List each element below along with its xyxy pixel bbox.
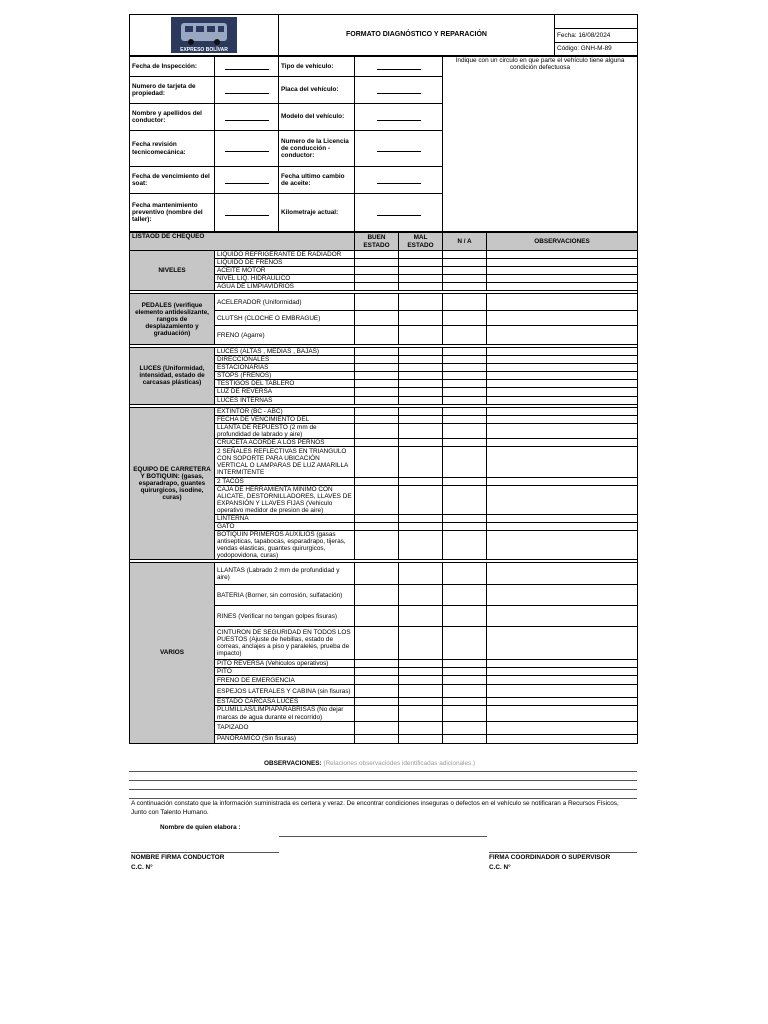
- checklist-item-label: NIVEL LIQ. HIDRAULICO: [215, 275, 355, 283]
- checklist-item-label: GATO: [215, 523, 355, 531]
- observaciones-line-2[interactable]: [129, 780, 637, 781]
- mal-estado-cell[interactable]: [399, 267, 443, 275]
- nombre-elabora-line[interactable]: [279, 836, 487, 837]
- mal-estado-cell[interactable]: [399, 706, 443, 721]
- mal-estado-cell[interactable]: [399, 563, 443, 585]
- na-cell[interactable]: [443, 372, 487, 380]
- observaciones-cell[interactable]: [487, 706, 638, 721]
- mantenimiento-label: Fecha mantenimiento preventivo (nombre del taller):: [130, 194, 215, 232]
- firma-coordinador-label: FIRMA COORDINADOR O SUPERVISOR: [489, 854, 611, 861]
- buen-estado-cell[interactable]: [355, 311, 399, 326]
- buen-estado-cell[interactable]: [355, 372, 399, 380]
- col-buen-estado: BUEN ESTADO: [355, 233, 399, 251]
- conductor-input[interactable]: [215, 104, 279, 131]
- mal-estado-cell[interactable]: [399, 348, 443, 356]
- checklist-item-label: PITO: [215, 668, 355, 676]
- licencia-input[interactable]: [355, 131, 443, 167]
- observaciones-cell[interactable]: [487, 348, 638, 356]
- checklist-item-label: LLANTAS (Labrado 2 mm de profundidad y aire): [215, 563, 355, 585]
- mal-estado-cell[interactable]: [399, 485, 443, 514]
- buen-estado-cell[interactable]: [355, 267, 399, 275]
- checklist-item-label: AGUA DE LIMPIAVIDRIOS: [215, 283, 355, 291]
- nombre-elabora-label: Nombre de quien elabora :: [160, 824, 241, 831]
- na-cell[interactable]: [443, 275, 487, 283]
- na-cell[interactable]: [443, 407, 487, 415]
- mal-estado-cell[interactable]: [399, 415, 443, 423]
- observaciones-cell[interactable]: [487, 415, 638, 423]
- col-mal-estado: MAL ESTADO: [399, 233, 443, 251]
- buen-estado-cell[interactable]: [355, 515, 399, 523]
- buen-estado-cell[interactable]: [355, 275, 399, 283]
- na-cell[interactable]: [443, 259, 487, 267]
- section-label-pedales: PEDALES (verifique elemento antideslizante, rangos de desplazamiento y graduación): [130, 294, 215, 345]
- mal-estado-cell[interactable]: [399, 734, 443, 743]
- svg-text:EXPRESO BOLÍVAR: EXPRESO BOLÍVAR: [180, 47, 228, 53]
- checklist-item-label: FECHA DE VENCIMIENTO DEL: [215, 415, 355, 423]
- na-cell[interactable]: [443, 515, 487, 523]
- observaciones-cell[interactable]: [487, 326, 638, 345]
- buen-estado-cell[interactable]: [355, 356, 399, 364]
- na-cell[interactable]: [443, 388, 487, 396]
- firma-conductor-label: NOMBRE FIRMA CONDUCTOR: [131, 854, 225, 861]
- mal-estado-cell[interactable]: [399, 311, 443, 326]
- col-observaciones: OBSERVACIONES: [487, 233, 638, 251]
- revision-input[interactable]: [215, 131, 279, 167]
- kilometraje-label: Kilometraje actual:: [279, 194, 355, 232]
- checklist-item-label: ACEITE MOTOR: [215, 267, 355, 275]
- mal-estado-cell[interactable]: [399, 438, 443, 446]
- observaciones-cell[interactable]: [487, 388, 638, 396]
- code-label: Código: GNH-M-89: [555, 42, 638, 55]
- checklist-item-label: RINES (Verificar no tengan golpes fisuras): [215, 606, 355, 627]
- cc-conductor-label: C.C. N°: [131, 864, 153, 871]
- observaciones-cell[interactable]: [487, 485, 638, 514]
- buen-estado-cell[interactable]: [355, 364, 399, 372]
- section-label-luces: LUCES (Uniformidad, intensidad, estado de carcasas plásticas): [130, 348, 215, 404]
- na-cell[interactable]: [443, 585, 487, 606]
- na-cell[interactable]: [443, 446, 487, 477]
- buen-estado-cell[interactable]: [355, 294, 399, 311]
- mal-estado-cell[interactable]: [399, 627, 443, 660]
- form-page: [129, 14, 637, 744]
- buen-estado-cell[interactable]: [355, 380, 399, 388]
- observaciones-cell[interactable]: [487, 531, 638, 560]
- mal-estado-cell[interactable]: [399, 477, 443, 485]
- observaciones-hint: (Relaciones observaciodes identificadas adicionales.): [323, 760, 476, 767]
- revision-label: Fecha revisión tecnicomecánica:: [130, 131, 215, 167]
- na-cell[interactable]: [443, 356, 487, 364]
- na-cell[interactable]: [443, 698, 487, 706]
- mantenimiento-input[interactable]: [215, 194, 279, 232]
- observaciones-line-3[interactable]: [129, 789, 637, 790]
- observaciones-line-4[interactable]: [129, 798, 637, 799]
- mal-estado-cell[interactable]: [399, 531, 443, 560]
- observaciones-cell[interactable]: [487, 396, 638, 404]
- header-table: [129, 14, 638, 56]
- buen-estado-cell[interactable]: [355, 348, 399, 356]
- buen-estado-cell[interactable]: [355, 660, 399, 668]
- mal-estado-cell[interactable]: [399, 515, 443, 523]
- na-cell[interactable]: [443, 364, 487, 372]
- observaciones-cell[interactable]: [487, 267, 638, 275]
- logo-cell: [130, 15, 279, 56]
- observaciones-cell[interactable]: [487, 523, 638, 531]
- mal-estado-cell[interactable]: [399, 364, 443, 372]
- declaration-text: A continuación constato que la información suministrada es certera y veraz. De encontrar condiciones inseguras o defectos en el vehículo se notificaran a Recursos Físicos, Junto con Talento Humano.: [131, 800, 619, 816]
- observaciones-cell[interactable]: [487, 660, 638, 668]
- checklist-item-label: CLUTSH (CLOCHE O EMBRAGUE): [215, 311, 355, 326]
- checklist-item-label: CINTURON DE SEGURIDAD EN TODOS LOS PUESTOS (Ajuste de hebillas, estado de correas, anclajes a piso y paraleles, prueba de impacto): [215, 627, 355, 660]
- checklist-item-label: PITO REVERSA (Vehiculos operativos): [215, 660, 355, 668]
- buen-estado-cell[interactable]: [355, 251, 399, 259]
- na-cell[interactable]: [443, 477, 487, 485]
- observaciones-label: OBSERVACIONES: (Relaciones observaciodes identificadas adicionales.): [264, 760, 476, 767]
- mal-estado-cell[interactable]: [399, 396, 443, 404]
- observaciones-cell[interactable]: [487, 251, 638, 259]
- date-label: Fecha: 16/08/2024: [555, 29, 638, 42]
- observaciones-line-1[interactable]: [129, 771, 637, 772]
- observaciones-cell[interactable]: [487, 423, 638, 438]
- mal-estado-cell[interactable]: [399, 523, 443, 531]
- buen-estado-cell[interactable]: [355, 734, 399, 743]
- na-cell[interactable]: [443, 423, 487, 438]
- mal-estado-cell[interactable]: [399, 446, 443, 477]
- general-info-table: [129, 56, 638, 232]
- observaciones-cell[interactable]: [487, 563, 638, 585]
- conductor-label: Nombre y apellidos del conductor:: [130, 104, 215, 131]
- soat-label: Fecha de vencimiento del soat:: [130, 167, 215, 194]
- modelo-input[interactable]: [355, 104, 443, 131]
- observaciones-cell[interactable]: [487, 364, 638, 372]
- mal-estado-cell[interactable]: [399, 606, 443, 627]
- checklist-item-label: ACELERADOR (Uniformidad): [215, 294, 355, 311]
- section-label-niveles: NIVELES: [130, 251, 215, 291]
- checklist-item-label: LLANTA DE REPUESTO (2 mm de profundidad de labrado y aire): [215, 423, 355, 438]
- cc-coordinador-label: C.C. N°: [489, 864, 511, 871]
- observaciones-cell[interactable]: [487, 283, 638, 291]
- na-cell[interactable]: [443, 531, 487, 560]
- buen-estado-cell[interactable]: [355, 283, 399, 291]
- checklist-item-label: CRUCETA ACORDE A LOS PERNOS: [215, 438, 355, 446]
- section-label-varios: VARIOS: [130, 563, 215, 743]
- defect-instruction: Indique con un circulo en que parte el vehículo tiene alguna condición defectuosa: [455, 57, 625, 72]
- mal-estado-cell[interactable]: [399, 294, 443, 311]
- observaciones-cell[interactable]: [487, 606, 638, 627]
- checklist-item-label: STOPS (FRENOS): [215, 372, 355, 380]
- checklist-row-pedales: [130, 294, 638, 311]
- buen-estado-cell[interactable]: [355, 388, 399, 396]
- checklist-item-label: LUCES (ALTAS , MEDIAS , BAJAS): [215, 348, 355, 356]
- kilometraje-input[interactable]: [355, 194, 443, 232]
- observaciones-cell[interactable]: [487, 275, 638, 283]
- defect-indicator-area[interactable]: [443, 57, 638, 232]
- buen-estado-cell[interactable]: [355, 606, 399, 627]
- checklist-item-label: LUCES INTERNAS: [215, 396, 355, 404]
- licencia-label: Numero de la Licencia de conducción - conductor:: [279, 131, 355, 167]
- form-title: FORMATO DIAGNÓSTICO Y REPARACIÓN: [279, 15, 555, 56]
- buen-estado-cell[interactable]: [355, 563, 399, 585]
- checklist-item-label: TAPIZADO: [215, 721, 355, 734]
- checklist-item-label: ESTACIONARIAS: [215, 364, 355, 372]
- buen-estado-cell[interactable]: [355, 706, 399, 721]
- na-cell[interactable]: [443, 380, 487, 388]
- observaciones-cell[interactable]: [487, 685, 638, 698]
- buen-estado-cell[interactable]: [355, 477, 399, 485]
- na-cell[interactable]: [443, 326, 487, 345]
- checklist-row-equipo: [130, 407, 638, 415]
- na-cell[interactable]: [443, 523, 487, 531]
- checklist-row-niveles: [130, 251, 638, 259]
- firma-conductor-line[interactable]: [131, 852, 279, 853]
- na-cell[interactable]: [443, 685, 487, 698]
- mal-estado-cell[interactable]: [399, 380, 443, 388]
- observaciones-cell[interactable]: [487, 380, 638, 388]
- observaciones-cell[interactable]: [487, 294, 638, 311]
- mal-estado-cell[interactable]: [399, 407, 443, 415]
- na-cell[interactable]: [443, 311, 487, 326]
- observaciones-cell[interactable]: [487, 372, 638, 380]
- checklist-item-label: BATERIA (Borner, sin corrosión, sulfatación): [215, 585, 355, 606]
- na-cell[interactable]: [443, 606, 487, 627]
- buen-estado-cell[interactable]: [355, 407, 399, 415]
- checklist-item-label: LUZ DE REVERSA: [215, 388, 355, 396]
- na-cell[interactable]: [443, 267, 487, 275]
- observaciones-cell[interactable]: [487, 446, 638, 477]
- col-na: N / A: [443, 233, 487, 251]
- buen-estado-cell[interactable]: [355, 698, 399, 706]
- mal-estado-cell[interactable]: [399, 698, 443, 706]
- buen-estado-cell[interactable]: [355, 676, 399, 685]
- na-cell[interactable]: [443, 668, 487, 676]
- checklist-item-label: 2 SEÑALES REFLECTIVAS EN TRIANGULO CON SOPORTE PARA UBICACIÓN VERTICAL O LAMPARAS DE LUZ AMARILLA INTERMITENTE: [215, 446, 355, 477]
- tarjeta-input[interactable]: [215, 77, 279, 104]
- checklist-item-label: PLUMILLAS/LIMPIAPARABRISAS (No dejar marcas de agua durante el recorrido): [215, 706, 355, 721]
- buen-estado-cell[interactable]: [355, 627, 399, 660]
- observaciones-cell[interactable]: [487, 311, 638, 326]
- buen-estado-cell[interactable]: [355, 259, 399, 267]
- firma-coordinador-line[interactable]: [489, 852, 637, 853]
- aceite-input[interactable]: [355, 167, 443, 194]
- observaciones-cell[interactable]: [487, 515, 638, 523]
- buen-estado-cell[interactable]: [355, 523, 399, 531]
- checklist-item-label: CAJA DE HERRAMIENTA MINIMO CON ALICATE, DESTORNILLADORES, LLAVES DE EXPANSIÓN Y LLAVES FIJAS (Vehiculo operativo medidor de presion de aire): [215, 485, 355, 514]
- mal-estado-cell[interactable]: [399, 423, 443, 438]
- buen-estado-cell[interactable]: [355, 446, 399, 477]
- checklist-item-label: PANORAMICO (Sin fisuras): [215, 734, 355, 743]
- mal-estado-cell[interactable]: [399, 372, 443, 380]
- placa-label: Placa del vehículo:: [279, 77, 355, 104]
- bus-logo-icon: [171, 17, 237, 53]
- checklist-item-label: 2 TACOS: [215, 477, 355, 485]
- buen-estado-cell[interactable]: [355, 415, 399, 423]
- tipo-vehiculo-input[interactable]: [355, 57, 443, 77]
- observaciones-cell[interactable]: [487, 438, 638, 446]
- modelo-label: Modelo del vehículo:: [279, 104, 355, 131]
- na-cell[interactable]: [443, 660, 487, 668]
- na-cell[interactable]: [443, 485, 487, 514]
- na-cell[interactable]: [443, 734, 487, 743]
- checklist-item-label: BOTIQUIN PRIMEROS AUXILIOS (gasas antisepticas, tapabocas, esparadrapo, tijeras, vendas elasticas, guantes quirurgicos, yodopovidona, curas): [215, 531, 355, 560]
- na-cell[interactable]: [443, 251, 487, 259]
- mal-estado-cell[interactable]: [399, 660, 443, 668]
- buen-estado-cell[interactable]: [355, 485, 399, 514]
- buen-estado-cell[interactable]: [355, 423, 399, 438]
- mal-estado-cell[interactable]: [399, 388, 443, 396]
- buen-estado-cell[interactable]: [355, 326, 399, 345]
- observaciones-cell[interactable]: [487, 721, 638, 734]
- na-cell[interactable]: [443, 283, 487, 291]
- checklist-item-label: EXTINTOR (BC - ABC): [215, 407, 355, 415]
- fecha-inspeccion-input[interactable]: [215, 57, 279, 77]
- checklist-item-label: DIRECCIONALES: [215, 356, 355, 364]
- na-cell[interactable]: [443, 396, 487, 404]
- na-cell[interactable]: [443, 348, 487, 356]
- checklist-table: [129, 232, 638, 744]
- buen-estado-cell[interactable]: [355, 721, 399, 734]
- observaciones-cell[interactable]: [487, 627, 638, 660]
- na-cell[interactable]: [443, 415, 487, 423]
- checklist-item-label: LIQUIDO REFRIGERANTE DE RADIADOR: [215, 251, 355, 259]
- tipo-vehiculo-label: Tipo de vehículo:: [279, 57, 355, 77]
- mal-estado-cell[interactable]: [399, 668, 443, 676]
- observaciones-cell[interactable]: [487, 356, 638, 364]
- mal-estado-cell[interactable]: [399, 585, 443, 606]
- observaciones-cell[interactable]: [487, 585, 638, 606]
- checklist-item-label: ESPEJOS LATERALES Y CABINA (sin fisuras): [215, 685, 355, 698]
- observaciones-cell[interactable]: [487, 668, 638, 676]
- buen-estado-cell[interactable]: [355, 668, 399, 676]
- mal-estado-cell[interactable]: [399, 283, 443, 291]
- mal-estado-cell[interactable]: [399, 251, 443, 259]
- soat-input[interactable]: [215, 167, 279, 194]
- observaciones-cell[interactable]: [487, 698, 638, 706]
- checklist-row-luces: [130, 348, 638, 356]
- mal-estado-cell[interactable]: [399, 356, 443, 364]
- na-cell[interactable]: [443, 706, 487, 721]
- mal-estado-cell[interactable]: [399, 676, 443, 685]
- mal-estado-cell[interactable]: [399, 685, 443, 698]
- section-label-equipo: EQUIPO DE CARRETERA Y BOTIQUIN: (gasas, esparadrapo, guantes quirurgicos, isodine, curas): [130, 407, 215, 560]
- buen-estado-cell[interactable]: [355, 531, 399, 560]
- buen-estado-cell[interactable]: [355, 685, 399, 698]
- na-cell[interactable]: [443, 627, 487, 660]
- buen-estado-cell[interactable]: [355, 585, 399, 606]
- observaciones-cell[interactable]: [487, 734, 638, 743]
- na-cell[interactable]: [443, 438, 487, 446]
- checklist-item-label: ESTADO CARCASA LUCES: [215, 698, 355, 706]
- checklist-row-varios: [130, 563, 638, 585]
- mal-estado-cell[interactable]: [399, 721, 443, 734]
- aceite-label: Fecha ultimo cambio de aceite:: [279, 167, 355, 194]
- na-cell[interactable]: [443, 721, 487, 734]
- observaciones-cell[interactable]: [487, 259, 638, 267]
- na-cell[interactable]: [443, 294, 487, 311]
- checklist-item-label: TESTIGOS DEL TABLERO: [215, 380, 355, 388]
- checklist-item-label: LIQUIDO DE FRENOS: [215, 259, 355, 267]
- buen-estado-cell[interactable]: [355, 438, 399, 446]
- checklist-item-label: FRENO DE EMERGENCIA: [215, 676, 355, 685]
- mal-estado-cell[interactable]: [399, 275, 443, 283]
- tarjeta-label: Numero de tarjeta de propiedad:: [130, 77, 215, 104]
- na-cell[interactable]: [443, 676, 487, 685]
- checklist-title: LISTAOD DE CHEQUEO: [130, 233, 355, 251]
- checklist-item-label: FRENO (Agarre): [215, 326, 355, 345]
- fecha-inspeccion-label: Fecha de Inspección:: [130, 57, 215, 77]
- na-cell[interactable]: [443, 563, 487, 585]
- observaciones-cell[interactable]: [487, 676, 638, 685]
- checklist-item-label: LINTERNA: [215, 515, 355, 523]
- buen-estado-cell[interactable]: [355, 396, 399, 404]
- observaciones-cell[interactable]: [487, 477, 638, 485]
- mal-estado-cell[interactable]: [399, 326, 443, 345]
- placa-input[interactable]: [355, 77, 443, 104]
- observaciones-cell[interactable]: [487, 407, 638, 415]
- mal-estado-cell[interactable]: [399, 259, 443, 267]
